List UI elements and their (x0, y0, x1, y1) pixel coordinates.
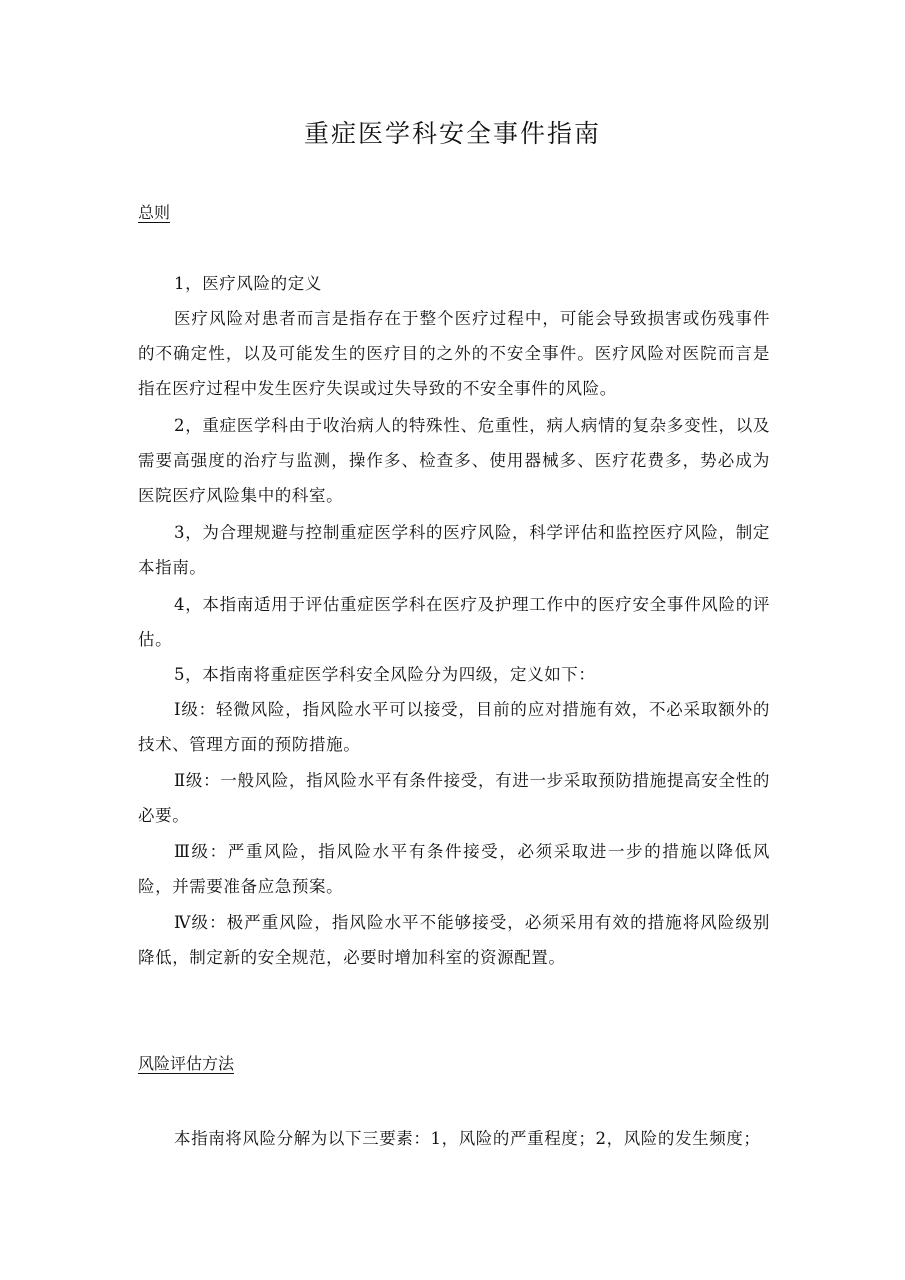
paragraph-level-1: Ⅰ级：轻微风险，指风险水平可以接受，目前的应对措施有效，不必采取额外的技术、管理方面的预防措施。 (138, 700, 770, 754)
paragraph-purpose: 3，为合理规避与控制重症医学科的医疗风险，科学评估和监控医疗风险，制定本指南。 (138, 523, 770, 577)
paragraph-risk-elements: 本指南将风险分解为以下三要素：1，风险的严重程度；2，风险的发生频度； (174, 1129, 761, 1148)
section-heading-general: 总则 (138, 203, 171, 222)
paragraph-risk-levels-intro: 5，本指南将重症医学科安全风险分为四级，定义如下： (174, 665, 596, 684)
paragraph-level-3: Ⅲ级：严重风险，指风险水平有条件接受，必须采取进一步的措施以降低风险，并需要准备应急预案。 (138, 842, 770, 896)
section-heading-risk-assessment: 风险评估方法 (138, 1054, 235, 1073)
paragraph-icu-characteristics: 2，重症医学科由于收治病人的特殊性、危重性，病人病情的复杂多变性，以及需要高强度的治疗与监测，操作多、检查多、使用器械多、医疗花费多，势必成为医院医疗风险集中的科室。 (138, 416, 770, 505)
paragraph-risk-definition: 医疗风险对患者而言是指存在于整个医疗过程中，可能会导致损害或伤残事件的不确定性，以及可能发生的医疗目的之外的不安全事件。医疗风险对医院而言是指在医疗过程中发生医疗失误或过失导致的不安全事件的风险。 (138, 309, 770, 398)
document-title: 重症医学科安全事件指南 (303, 119, 601, 148)
paragraph-level-2: Ⅱ级：一般风险，指风险水平有条件接受，有进一步采取预防措施提高安全性的必要。 (138, 771, 770, 825)
paragraph-risk-definition-heading: 1，医疗风险的定义 (174, 274, 322, 293)
paragraph-level-4: Ⅳ级：极严重风险，指风险水平不能够接受，必须采用有效的措施将风险级别降低，制定新的安全规范，必要时增加科室的资源配置。 (138, 913, 770, 967)
paragraph-scope: 4，本指南适用于评估重症医学科在医疗及护理工作中的医疗安全事件风险的评估。 (138, 595, 770, 649)
